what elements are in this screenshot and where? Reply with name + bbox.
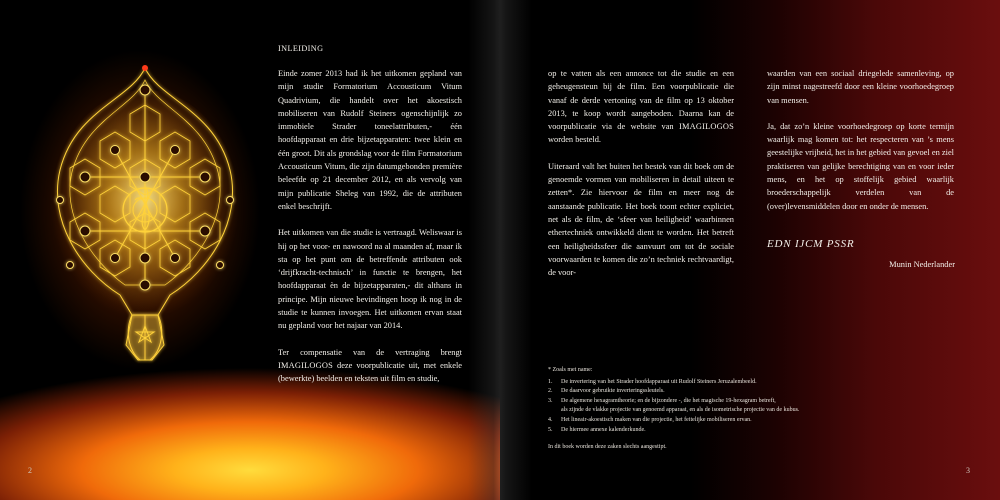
- intro-paragraph-1: Einde zomer 2013 had ik het uitkomen gepland van mijn studie Formatorium Accousticum Vitum Quadrivium, die handelt over het akoestisch mobiliseren van Rudolf Steiners ogenschijnlijk zo immobiele Strader toneelattributen,- één hoofdapparaat en drie bijzetapparaten: twee klein en één groot. Dit als grondslag voor de film Formatorium Accousticum Vitum, die zijn datumgebonden première beleefde op 21 december 2012, en als vervolg van mijn publicatie Sheleg van 1992, die de attributen enkel beschrijft.: [278, 69, 462, 211]
- page-number-left: 2: [28, 466, 32, 475]
- footnote-continuation: als zijnde de vlakke projectie van genoemd apparaat, en als de isometrische projectie van de kubus.: [561, 407, 800, 414]
- intro-paragraph-3: [278, 346, 462, 386]
- right-col2-paragraph-1: waarden van een sociaal driegelede samenleving, op zijn minst nagestreefd door een kleine voorhoedegroep van mensen.: [767, 69, 954, 105]
- footnote-text: Het lineair-akoestisch maken van die projectie, het feitelijke mobiliseren ervan.: [561, 416, 752, 423]
- footnote-note: In dit boek worden deze zaken slechts aangestipt.: [548, 444, 667, 451]
- right-col2-paragraph-2: Ja, dat zo’n kleine voorhoedegroep op korte termijn waarlijk mag komen tot: het respecteren van ’s mens geestelijke vrijheid, het in het gebied van gevoel en ziel praktiseren van gelijke berechtiging van en voor ieder mens, en het op stoffelijk gebied waarlijk broederschappelijk verdelen van de (over)levensmiddelen door en onder de mensen.: [767, 121, 954, 211]
- right-column-2: [767, 67, 954, 226]
- para3-text-before: Ter compensatie van de vertraging brengt: [278, 347, 462, 357]
- footnote-number: 2.: [548, 388, 553, 395]
- right-col1-paragraph-1: [548, 67, 734, 147]
- intro-column: [278, 67, 462, 399]
- page-number-right: 3: [966, 466, 970, 475]
- footnote-number: 4.: [548, 416, 553, 423]
- col1-p1-text-after: worden besteld.: [548, 135, 602, 145]
- footnote-item: [548, 387, 878, 397]
- para3-text-after: deze voorpublicatie uit, met enkele (bewerkte) beelden en teksten uit film en studie,: [278, 360, 462, 384]
- footnote-item: [548, 426, 878, 436]
- footnote-item: [548, 397, 878, 407]
- footnote-text: De daarvoor gebruikte inverteringssleutels.: [561, 388, 665, 395]
- footnote-item: [548, 378, 878, 388]
- footnote-number: 1.: [548, 378, 553, 385]
- footnote-number: 3.: [548, 397, 553, 404]
- footnote-text: De algemene hexagramtheorie; en de bijzondere -, die het magische 19-hexagram betreft,: [561, 397, 776, 404]
- imagilogos-brand: IMAGILOGOS: [278, 360, 334, 370]
- footnote-text: De hiermee annexe kalenderkunde.: [561, 426, 646, 433]
- right-col1-paragraph-2: Uiteraard valt het buiten het bestek van dit boek om de genoemde vormen van mobiliseren in detail uiteen te zetten*. Zie hiervoor de film en meer nog de aanstaande publicatie. Het boek toont echter expliciet, net als de film, de ‘sfeer van heiligheid’ waarbinnen ethertechniek ontwikkeld dient te worden. Het betreft een heiligheidssfeer die aanvuurt om tot de sociale voorwaarden te komen die zo’n techniek rechtvaardigt, de voor-: [548, 161, 734, 278]
- signature-code: EDN IJCM PSSR: [767, 238, 855, 250]
- author-signature: Munin Nederlander: [889, 260, 955, 269]
- footnote-text: De invertering van het Strader hoofdapparaat uit Rudolf Steiners Jeruzalembeeld.: [561, 378, 757, 385]
- imagilogos-brand-right: IMAGILOGOS: [678, 122, 734, 132]
- section-heading: INLEIDING: [278, 44, 324, 53]
- intro-paragraph-2: Het uitkomen van die studie is vertraagd. Weliswaar is hij op het voor- en nawoord na al maanden af, maar ik sta op het punt om de betreffende attributen ook ‘drijfkracht-technisch’ in functie te brengen, het hoofdapparaat èn de bijzetapparaten,- dit althans in principe. Mijn nieuwe bevindingen hoop ik nog in de studie te kunnen invoegen. Het uitkomen ervan staat nu gepland voor het najaar van 2014.: [278, 228, 462, 331]
- tree-of-life-emblem: [40, 60, 250, 370]
- right-column-1: [548, 67, 734, 292]
- footnotes-title: * Zoals met name:: [548, 367, 593, 373]
- footnote-number: 5.: [548, 426, 553, 433]
- footnote-item: [548, 416, 878, 426]
- footnotes: [548, 366, 878, 453]
- col1-p1-text-before: op te vatten als een annonce tot die studie en een geheugensteun bij de film. Een voorpublicatie die vanaf de derde vertoning van de film op 13 oktober 2013, te koop wordt aangeboden. Daarna kan de voorpublicatie via de website van: [548, 69, 734, 132]
